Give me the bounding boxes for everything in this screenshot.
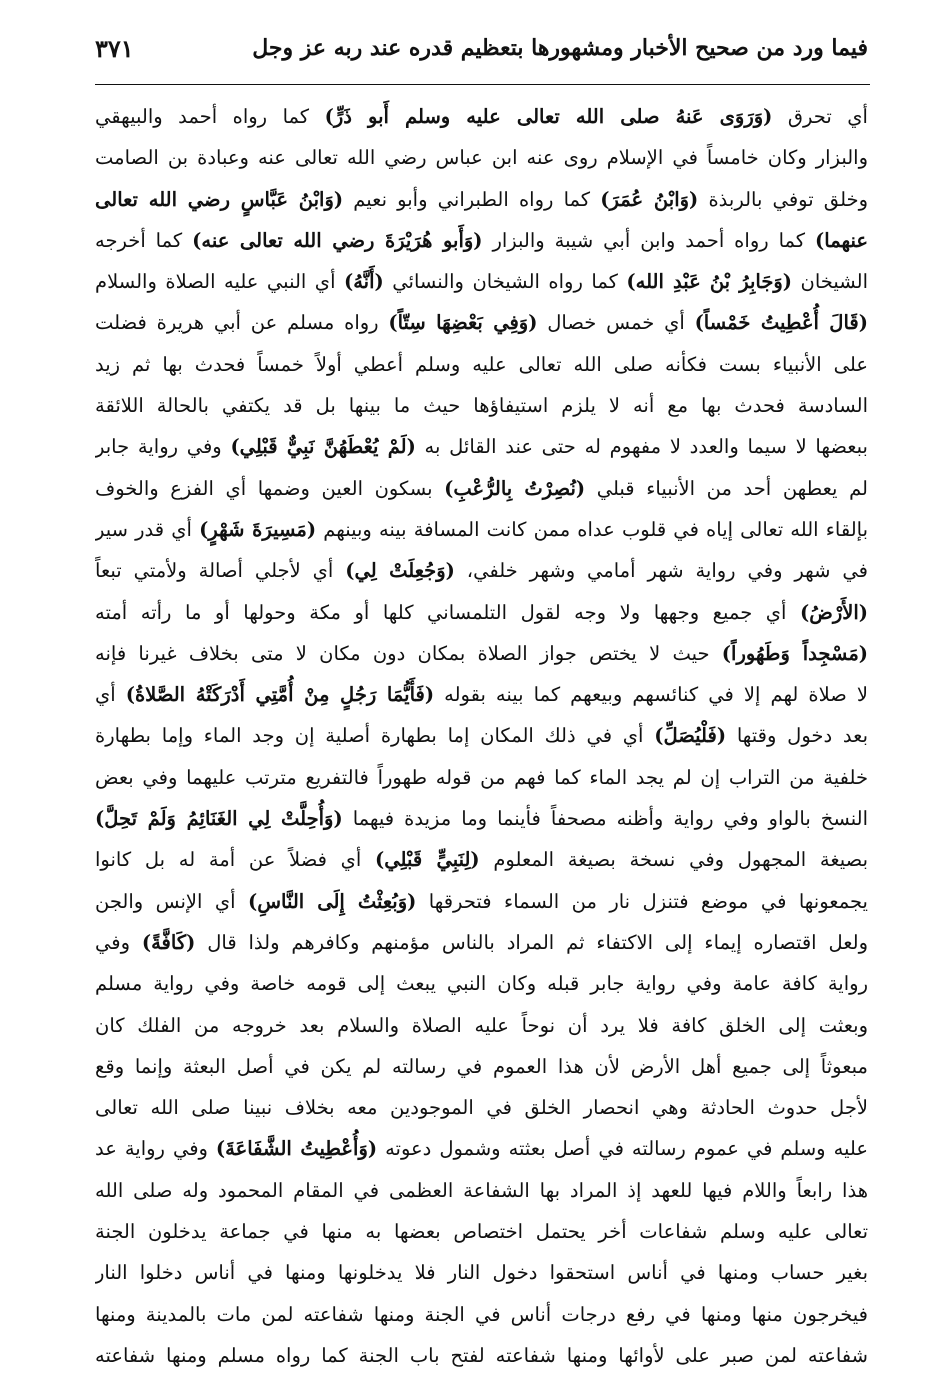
page-header — [95, 28, 868, 68]
commentary-text: أي لأجلي أصالة ولأمتي تبعاً — [95, 559, 346, 583]
commentary-text: أي خمس خصال — [537, 311, 695, 335]
text-line — [95, 1128, 868, 1169]
text-line — [95, 550, 868, 591]
text-line — [95, 1335, 868, 1376]
commentary-text: في شهر وفي رواية شهر أمامي وشهر خلفي، — [454, 559, 868, 583]
commentary-text: لم يعطهن أحد من الأنبياء قبلي — [585, 476, 868, 500]
commentary-text: بعد دخول وقتها — [726, 724, 868, 748]
text-line — [95, 1170, 868, 1211]
quoted-hadith-text: (لِنَبِيٍّ قَبْلِي) — [375, 848, 480, 872]
text-line — [95, 302, 868, 343]
quoted-hadith-text: (نُصِرْتُ بِالرُّعْبِ) — [444, 476, 586, 500]
commentary-text: هذا رابعاً واللام فيها للعهد إذ المراد بها الشفاعة العظمى في المقام المحمود وله صلى الله — [95, 1178, 868, 1202]
commentary-text: وخلق توفي بالربذة — [698, 187, 868, 211]
commentary-text: كما رواه أحمد والبيهقي — [95, 105, 325, 128]
quoted-hadith-text: (فَلْيُصَلِّ) — [654, 724, 727, 748]
quoted-hadith-text: (قَالَ أُعْطِيتُ خَمْساً) — [694, 311, 868, 335]
commentary-text: كما رواه الشيخان والنسائي — [383, 270, 627, 294]
commentary-text: كما رواه الطبراني وأبو نعيم — [343, 187, 601, 211]
quoted-hadith-text: (وَجَابِرُ بْنُ عَبْدِ الله) — [626, 270, 793, 294]
quoted-hadith-text: (وَابْنُ عُمَرَ) — [600, 187, 699, 211]
quoted-hadith-text: (الأَرْضُ) — [800, 600, 868, 624]
commentary-text: بإلقاء الله تعالى إياه في قلوب عداه ممن كانت المسافة بينه وبينهم — [316, 517, 868, 541]
quoted-hadith-text: (مَسِيرَةَ شَهْرٍ) — [199, 517, 317, 541]
commentary-text: رواية كافة عامة وفي رواية جابر قبله وكان النبي يبعث إلى قومه خاصة وفي رواية مسلم — [95, 972, 868, 996]
commentary-text: لا صلاة لهم إلا في كنائسهم وبيعهم كما بينه بقوله — [434, 683, 868, 707]
commentary-text: خلفية من التراب إن لم يجد الماء كما فهم من قوله طهوراً فالتفريع مترتب عليهما وفي بعض — [95, 765, 868, 789]
quoted-hadith-text: (وَابْنُ عَبَّاسٍ رضي الله تعالى — [95, 187, 344, 211]
commentary-text: بصيغة المجهول وفي نسخة بصيغة المعلوم — [479, 848, 868, 872]
text-line — [95, 426, 868, 467]
commentary-text: كما أخرجه — [95, 228, 193, 252]
commentary-text: حيث لا يختص جواز الصلاة بمكان دون مكان لا متى بخلاف غيرنا فإنه — [95, 641, 722, 665]
text-line — [95, 963, 868, 1004]
text-line — [95, 1211, 868, 1252]
commentary-text: أي قدر سير — [95, 517, 200, 541]
commentary-text: الشيخان — [792, 270, 868, 294]
quoted-hadith-text: (وَأُعْطِيتُ الشَّفَاعَةَ) — [215, 1137, 378, 1161]
commentary-text: والبزار وكان خامساً في الإسلام روى عنه ابن عباس رضي الله تعالى عنه وعبادة بن الصامت — [95, 146, 868, 170]
commentary-text: السادسة فحدث بها مع أنه لا يلزم استيفاؤها حيث ما بينها بل قد يكتفي بالحالة اللائقة — [95, 394, 868, 418]
commentary-text: بسكون العين وضمها أي الفزع والخوف — [95, 476, 445, 500]
text-line — [95, 1005, 868, 1046]
text-line — [95, 509, 868, 550]
commentary-text: شفاعته لمن صبر على لأوائها ومنها شفاعته لفتح باب الجنة كما رواه مسلم ومنها شفاعته — [95, 1343, 868, 1367]
quoted-hadith-text: (كَافَّةً) — [141, 930, 196, 954]
commentary-text: بغير حساب ومنها في أناس استحقوا دخول النار فلا يدخلونها ومنها في أناس دخلوا النار — [95, 1261, 868, 1285]
quoted-hadith-text: عنهما) — [815, 228, 868, 252]
commentary-text: ببعضها لا سيما والعدد لا مفهوم له حتى عند القائل به — [415, 435, 868, 459]
text-line — [95, 1087, 868, 1128]
commentary-text: أي جميع وجهها ولا وجه لقول التلمساني كلها أو مكة وحولها أو ما رأته أمته — [95, 600, 801, 624]
text-line — [95, 757, 868, 798]
quoted-hadith-text: (وَأُحِلَّتْ لِي الغَنَائِمُ وَلَمْ تَحِلَّ) — [95, 807, 343, 831]
quoted-hadith-text: (وَأَبو هُرَيْرَةَ رضي الله تعالى عنه) — [192, 228, 483, 252]
commentary-text: ولعل اقتصاره إيماء إلى الاكتفاء ثم المراد بالناس مؤمنهم وكافرهم ولذا قال — [195, 930, 868, 954]
text-line — [95, 137, 868, 178]
commentary-text: أي — [95, 683, 126, 707]
commentary-text: عليه وسلم في عموم رسالته في أصل بعثته وشمول دعوته — [377, 1137, 868, 1161]
page-number: ٣٧١ — [95, 33, 134, 63]
quoted-hadith-text: (أَنَّهُ) — [344, 270, 384, 294]
commentary-text: على الأنبياء بست فكأنه صلى الله تعالى عليه وسلم أعطي أولاً خمساً فحدث بها ثم زيد — [95, 352, 868, 376]
commentary-text: تعالى عليه وسلم شفاعات أخر يحتمل اختصاص بعضها به منها في جماعة يدخلون الجنة — [95, 1220, 868, 1244]
text-line — [95, 1294, 868, 1335]
quoted-hadith-text: (وَفِي بَعْضِهَا سِتّاً) — [388, 311, 538, 335]
text-line — [95, 922, 868, 963]
commentary-text: وفي رواية جابر — [95, 435, 231, 459]
commentary-text: رواه مسلم عن أبي هريرة فضلت — [95, 311, 389, 335]
text-line — [95, 96, 868, 137]
quoted-hadith-text: (لَمْ يُعْطَهُنَّ نَبِيٌّ قَبْلِي) — [230, 435, 416, 459]
text-line — [95, 633, 868, 674]
text-line — [95, 839, 868, 880]
text-line — [95, 1252, 868, 1293]
commentary-text: أي تحرق — [772, 105, 868, 128]
quoted-hadith-text: (فَأَيُّمَا رَجُلٍ مِنْ أُمَّتِي أَدْرَكَتْهُ الصَّلاةُ) — [125, 683, 435, 707]
commentary-text: وفي رواية عد — [95, 1137, 216, 1161]
quoted-hadith-text: (مَسْجِداً وَطَهُوراً) — [721, 641, 868, 665]
text-line — [95, 468, 868, 509]
quoted-hadith-text: (وَبُعِثْتُ إِلَى النَّاسِ) — [248, 889, 417, 913]
text-line — [95, 881, 868, 922]
text-line — [95, 261, 868, 302]
quoted-hadith-text: (وَرَوَى عَنهُ صلى الله تعالى عليه وسلم أَبو ذَرٍّ) — [324, 105, 773, 128]
text-line — [95, 179, 868, 220]
text-line — [95, 592, 868, 633]
commentary-text: فيخرجون منها ومنها في رفع درجات أناس في الجنة ومنها شفاعته لمن مات بالمدينة ومنها — [95, 1302, 868, 1326]
body-text — [95, 96, 868, 1376]
text-line — [95, 715, 868, 756]
text-line — [95, 344, 868, 385]
quoted-hadith-text: (وَجُعِلَتْ لِي) — [345, 559, 455, 583]
commentary-text: أي فضلاً عن أمة له بل كانوا — [95, 848, 376, 872]
commentary-text: وفي — [95, 930, 142, 954]
header-rule — [95, 84, 870, 85]
commentary-text: أي في ذلك المكان إما بطهارة أصلية إن وجد الماء وإما بطهارة — [95, 724, 655, 748]
commentary-text: مبعوثاً إلى جميع أهل الأرض لأن هذا العموم في رسالته لم يكن في أصل البعثة وإنما وقع — [95, 1054, 868, 1078]
running-title: فيما ورد من صحيح الأخبار ومشهورها بتعظيم قدره عند ربه عز وجل — [252, 35, 868, 61]
commentary-text: لأجل حدوث الحادثة وهي انحصار الخلق في الموجودين معه بخلاف نبينا صلى الله تعالى — [95, 1096, 868, 1120]
commentary-text: وبعثت إلى الخلق كافة فلا يرد أن نوحاً عليه الصلاة والسلام بعد خروجه من الفلك كان — [95, 1013, 868, 1037]
commentary-text: كما رواه أحمد وابن أبي شيبة والبزار — [482, 228, 816, 252]
text-line — [95, 1046, 868, 1087]
commentary-text: أي الإنس والجن — [95, 889, 248, 913]
text-line — [95, 220, 868, 261]
commentary-text: أي النبي عليه الصلاة والسلام — [95, 270, 344, 294]
commentary-text: يجمعونها في موضع فتنزل نار من السماء فتحرقها — [416, 889, 868, 913]
text-line — [95, 798, 868, 839]
text-line — [95, 674, 868, 715]
commentary-text: النسخ بالواو وفي رواية وأظنه مصحفاً فأينما وما مزيدة فيهما — [342, 807, 868, 831]
text-line — [95, 385, 868, 426]
